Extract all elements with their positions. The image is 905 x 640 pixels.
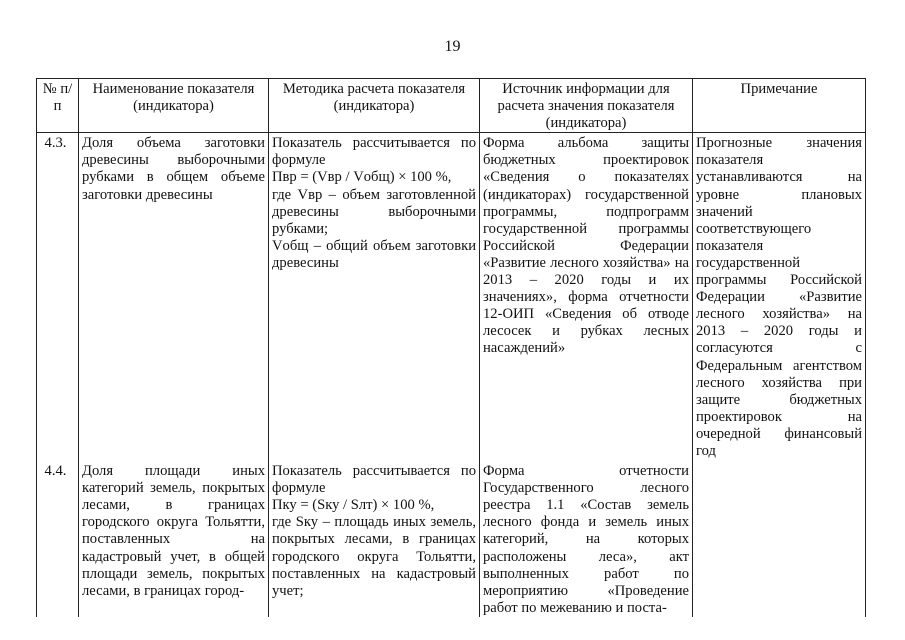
indicator-name-cell: Доля объема заготовки древесины выборочными рубками в общем объеме заготовки древесины — [79, 133, 269, 460]
method-line: Показатель рассчитывается по формуле — [272, 463, 476, 497]
row-number: 4.4. — [37, 460, 79, 617]
row-number: 4.3. — [37, 133, 79, 460]
header-num: № п/п — [37, 79, 79, 133]
table-row — [37, 133, 866, 460]
calculation-method-cell — [269, 133, 480, 460]
header-indicator-name: Наименование показателя (индикатора) — [79, 79, 269, 133]
indicator-table — [36, 78, 866, 617]
note-cell — [693, 460, 866, 617]
information-source-cell: Форма альбома защиты бюджетных проектировок «Сведения о показателях (индикаторах) государственной программы, подпрограмм государственной программы Российской Федерации «Развитие лесного хозяйства» на 2013 – 2020 годы и их значениях», форма отчетности 12-ОИП «Сведения об отводе лесосек и рубках лесных насаждений» — [480, 133, 693, 460]
indicator-name-cell: Доля площади иных категорий земель, покрытых лесами, в границах городского округа Тольятти, поставленных на кадастровый учет, в общей площади земель, покрытых лесами, в границах город- — [79, 460, 269, 617]
note-cell: Прогнозные значения показателя устанавливаются на уровне плановых значений соответствующего показателя государственной программы Российской Федерации «Развитие лесного хозяйства» на 2013 – 2020 годы и согласуются с Федеральным агентством лесного хозяйства при защите бюджетных проектировок на очередной финансовый год — [693, 133, 866, 460]
method-line: где Vвр – объем заготовленной древесины выборочными рубками; — [272, 186, 476, 237]
method-line: Vобщ – общий объем заготовки древесины — [272, 237, 476, 271]
method-line: Показатель рассчитывается по формуле — [272, 135, 476, 169]
information-source-cell: Форма отчетности Государственного лесного реестра 1.1 «Состав земель лесного фонда и земель иных категорий, на которых расположены леса», акт выполненных работ по мероприятию «Проведение работ по межеванию и поста- — [480, 460, 693, 617]
calculation-method-cell — [269, 460, 480, 617]
header-information-source: Источник информации для расчета значения показателя (индикатора) — [480, 79, 693, 133]
formula-line: Пвр = (Vвр / Vобщ) × 100 %, — [272, 169, 452, 186]
header-note: Примечание — [693, 79, 866, 133]
method-line: где Sку – площадь иных земель, покрытых лесами, в границах городского округа Тольятти, поставленных на кадастровый учет; — [272, 514, 476, 599]
formula-line: Пку = (Sку / Sлт) × 100 %, — [272, 497, 435, 514]
table-row — [37, 460, 866, 617]
header-calculation-method: Методика расчета показателя (индикатора) — [269, 79, 480, 133]
page-number: 19 — [444, 38, 461, 55]
table-header-row — [37, 79, 866, 133]
